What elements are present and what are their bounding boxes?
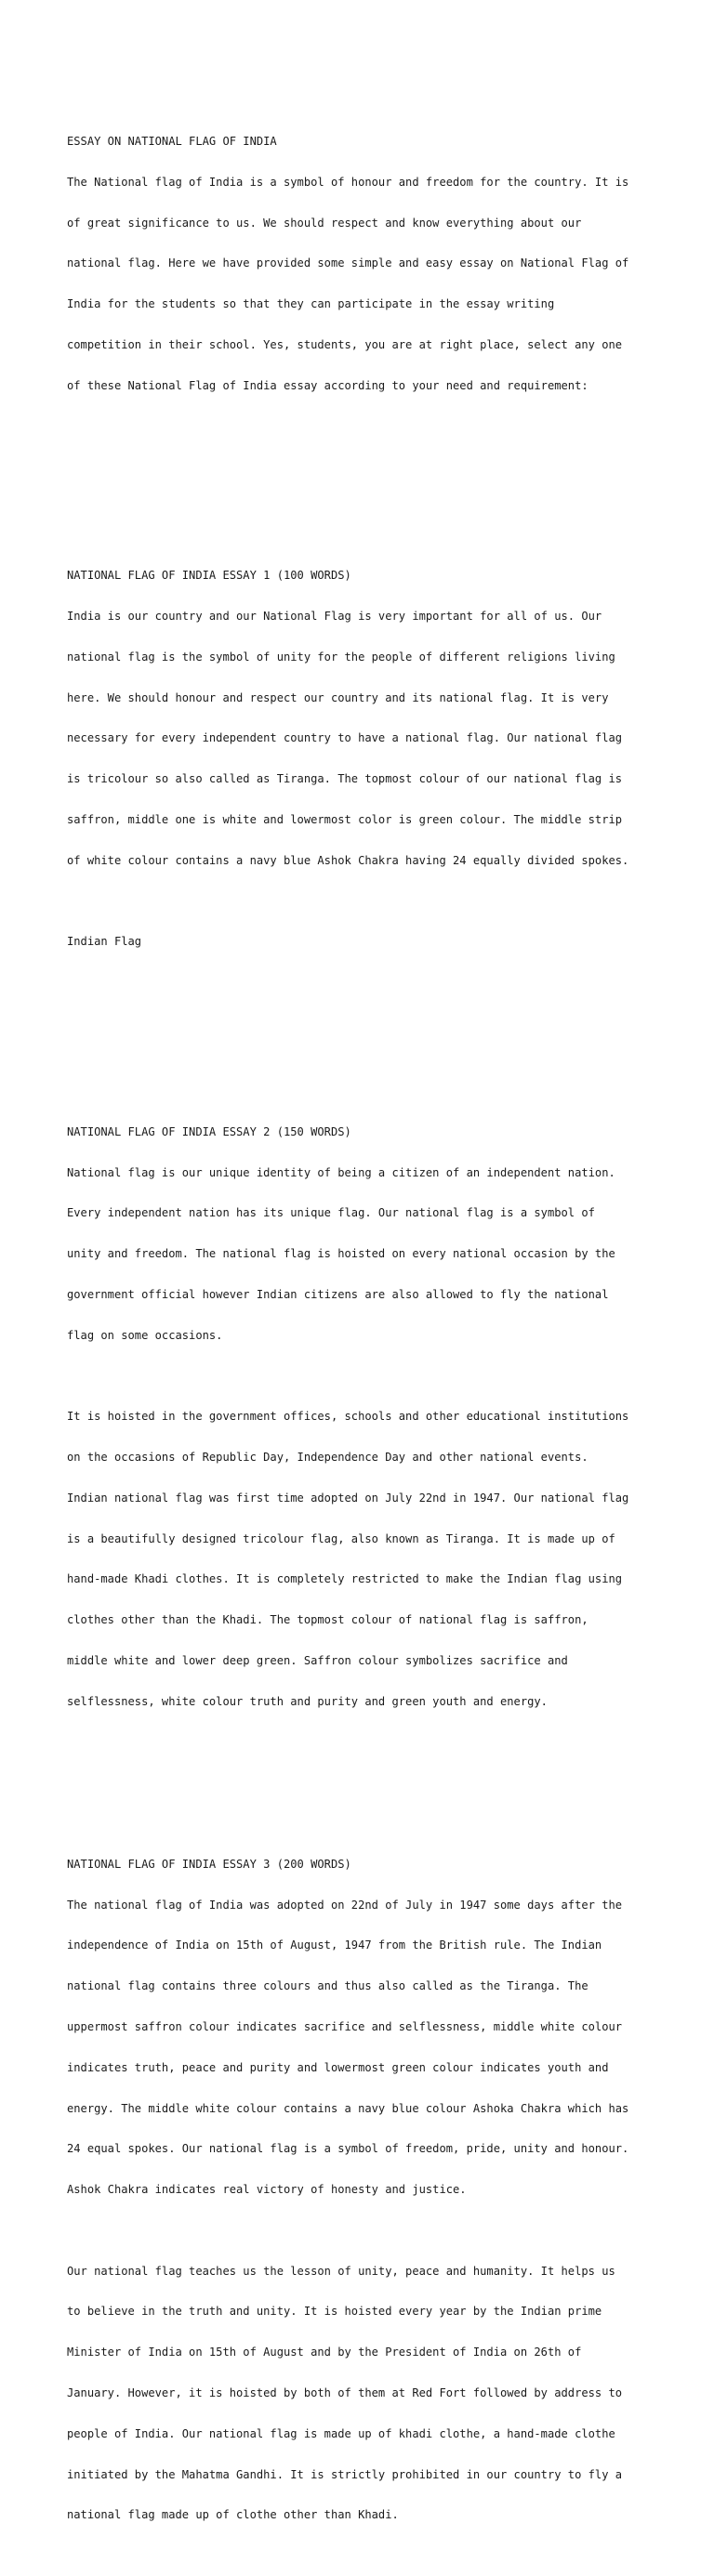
essay3-section	[67, 1831, 681, 2549]
spacer	[67, 460, 681, 501]
essay3-heading: NATIONAL FLAG OF INDIA ESSAY 3 (200 WORDS)	[67, 1857, 351, 1871]
spacer	[67, 1369, 681, 1383]
essay3-line: people of India. Our national flag is made up of khadi clothe, a hand-made clothe	[67, 2426, 615, 2440]
essay3-line: uppermost saffron colour indicates sacrifice and selflessness, middle white colour	[67, 2019, 623, 2033]
intro-line: national flag. Here we have provided some simple and easy essay on National Flag of	[67, 256, 629, 270]
intro-line: of these National Flag of India essay according to your need and requirement:	[67, 378, 588, 392]
essay1-line: of white colour contains a navy blue Ashok Chakra having 24 equally divided spokes.	[67, 853, 629, 867]
spacer	[67, 2224, 681, 2238]
essay2-heading: NATIONAL FLAG OF INDIA ESSAY 2 (150 WORDS)	[67, 1124, 351, 1138]
essay3-line: January. However, it is hoisted by both of them at Red Fort followed by address to	[67, 2385, 623, 2399]
essay2-line: government official however Indian citizens are also allowed to fly the national	[67, 1287, 609, 1301]
essay3-line: energy. The middle white colour contains a navy blue colour Ashoka Chakra which has	[67, 2101, 629, 2115]
essay1-line: here. We should honour and respect our country and its national flag. It is very	[67, 690, 609, 704]
essay2-line: It is hoisted in the government offices, schools and other educational institutions	[67, 1410, 629, 1424]
essay2-line: flag on some occasions.	[67, 1328, 223, 1342]
intro-line: of great significance to us. We should respect and know everything about our	[67, 216, 582, 230]
essay2-line: National flag is our unique identity of being a citizen of an independent nation.	[67, 1165, 615, 1179]
intro-line: India for the students so that they can participate in the essay writing	[67, 297, 555, 311]
essay1-line: national flag is the symbol of unity for the people of different religions living	[67, 650, 615, 664]
intro-heading: ESSAY ON NATIONAL FLAG OF INDIA	[67, 134, 277, 148]
essay3-line: Our national flag teaches us the lesson of unity, peace and humanity. It helps us	[67, 2264, 615, 2278]
intro-section	[67, 108, 681, 420]
essay3-line: Minister of India on 15th of August and by the President of India on 26th of	[67, 2346, 582, 2359]
essay1-line: necessary for every independent country to have a national flag. Our national flag	[67, 731, 623, 745]
essay2-line: hand-made Khadi clothes. It is completely restricted to make the Indian flag using	[67, 1572, 623, 1586]
essay2-section	[67, 1098, 681, 1736]
essay2-line: Indian national flag was first time adopted on July 22nd in 1947. Our national flag	[67, 1491, 629, 1505]
essay2-line: middle white and lower deep green. Saffron colour symbolizes sacrifice and	[67, 1653, 568, 1667]
essay3-line: national flag contains three colours and thus also called as the Tiranga. The	[67, 1979, 588, 1993]
spacer	[67, 1017, 681, 1058]
essay3-line: indicates truth, peace and purity and lowermost green colour indicates youth and	[67, 2060, 609, 2074]
essay3-line: independence of India on 15th of August, 1947 from the British rule. The Indian	[67, 1939, 602, 1952]
essay3-line: initiated by the Mahatma Gandhi. It is strictly prohibited in our country to fly a	[67, 2467, 623, 2481]
essay1-line: is tricolour so also called as Tiranga. The topmost colour of our national flag is	[67, 772, 623, 786]
essay2-line: unity and freedom. The national flag is hoisted on every national occasion by the	[67, 1247, 615, 1261]
essay2-line: selflessness, white colour truth and purity and green youth and energy.	[67, 1694, 548, 1708]
essay2-line: is a beautifully designed tricolour flag, also known as Tiranga. It is made up of	[67, 1531, 615, 1545]
essay1-line: saffron, middle one is white and lowermost color is green colour. The middle strip	[67, 812, 623, 826]
spacer	[67, 894, 681, 908]
essay2-line: Every independent nation has its unique flag. Our national flag is a symbol of	[67, 1206, 595, 1220]
essay3-line: The national flag of India was adopted on 22nd of July in 1947 some days after the	[67, 1898, 623, 1912]
document-page	[67, 67, 681, 2576]
intro-line: competition in their school. Yes, students, you are at right place, select any one	[67, 337, 623, 351]
essay2-line: on the occasions of Republic Day, Independence Day and other national events.	[67, 1451, 588, 1464]
essay1-section	[67, 542, 681, 976]
essay1-heading: NATIONAL FLAG OF INDIA ESSAY 1 (100 WORDS)	[67, 569, 351, 583]
essay3-line: Ashok Chakra indicates real victory of honesty and justice.	[67, 2183, 467, 2197]
essay3-line: 24 equal spokes. Our national flag is a symbol of freedom, pride, unity and honour.	[67, 2142, 629, 2156]
essay2-line: clothes other than the Khadi. The topmost colour of national flag is saffron,	[67, 1613, 588, 1627]
image-caption: Indian Flag	[67, 935, 142, 949]
essay3-line: to believe in the truth and unity. It is hoisted every year by the Indian prime	[67, 2305, 602, 2319]
intro-line: The National flag of India is a symbol of honour and freedom for the country. It is	[67, 175, 629, 189]
essay3-line: national flag made up of clothe other than Khadi.	[67, 2508, 399, 2522]
essay1-line: India is our country and our National Flag is very important for all of us. Our	[67, 609, 602, 623]
spacer	[67, 1776, 681, 1790]
